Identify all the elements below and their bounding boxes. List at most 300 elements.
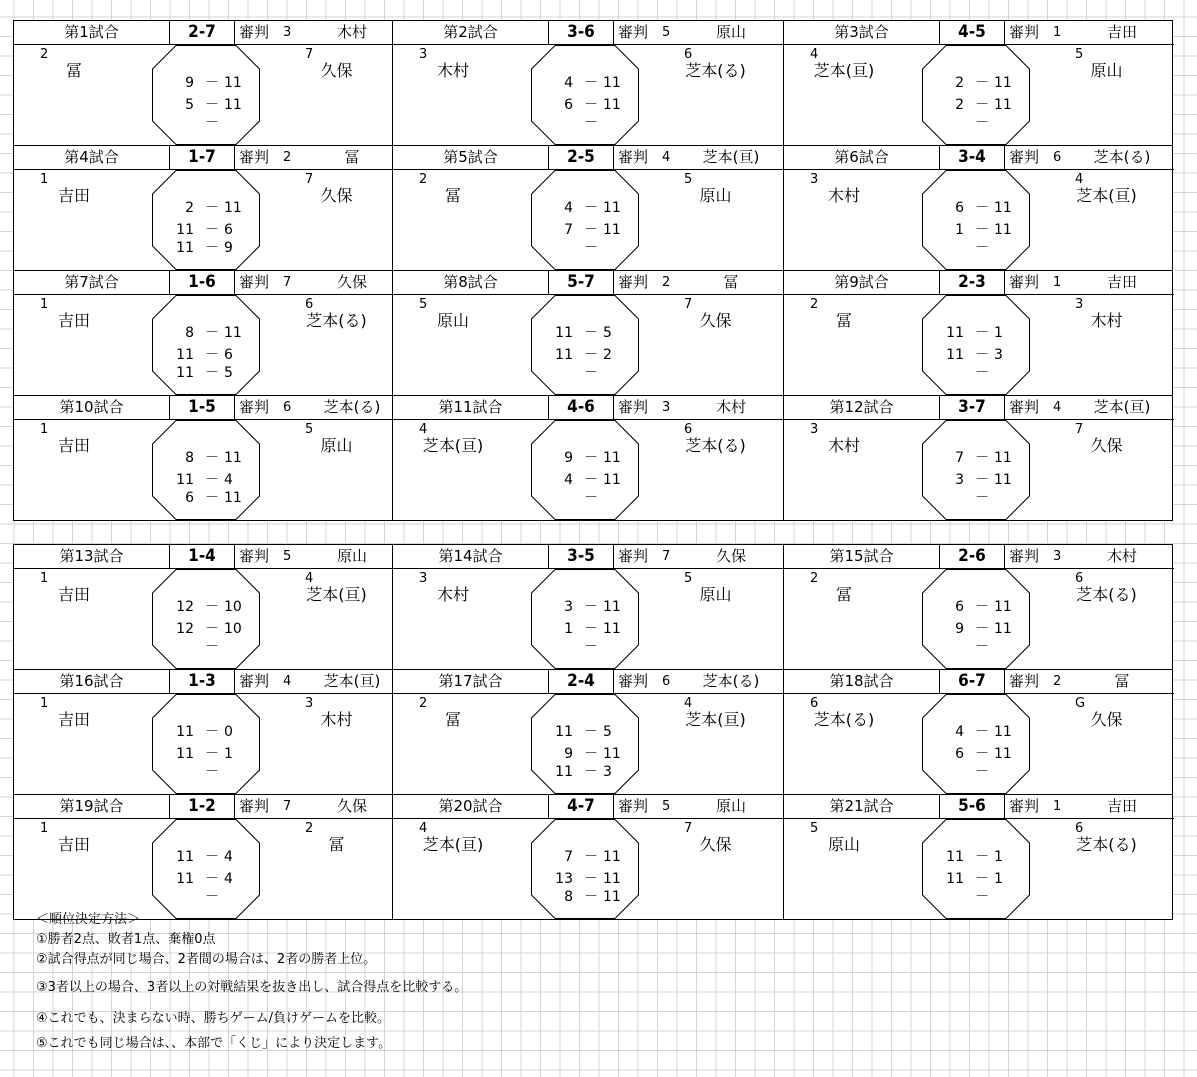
left-game-points: 11 [176,222,194,238]
left-player-number: 4 [419,821,428,836]
score-dash: － [584,365,598,381]
right-game-points: 11 [994,222,1012,238]
referee-label: 審判 [1009,148,1040,166]
left-player-name: 芝本(る) [813,710,875,729]
referee-number: 6 [1053,150,1062,165]
right-game-points: 11 [994,472,1012,488]
match-name: 第10試合 [59,398,124,416]
right-player-number: G [1075,696,1086,711]
right-game-points: 11 [994,599,1012,615]
match-pairing: 1-6 [169,271,235,294]
match-row [14,545,1172,670]
referee-label: 審判 [239,672,270,690]
match-header [393,396,784,420]
match-pairing: 4-5 [939,21,1005,44]
match-pairing: 1-4 [169,545,235,568]
game-score [166,95,256,115]
right-game-points: 11 [224,75,242,91]
left-player-name: 吉田 [57,585,90,604]
match-header [14,795,392,819]
score-dash: － [975,871,989,887]
game-score [936,847,1026,867]
score-dash: － [205,325,219,341]
left-game-points: 8 [185,325,194,341]
game-score [545,95,635,115]
match-row [14,396,1172,521]
score-dash: － [584,97,598,113]
left-player-name: 冨 [444,710,461,729]
match-card [392,545,784,669]
ranking-rule-1: ①勝者2点、敗者1点、棄権0点 [36,932,216,947]
left-player-name: 冨 [444,186,461,205]
game-score [166,869,256,889]
score-dash: － [975,240,989,256]
right-player-name: 原山 [1090,61,1123,80]
right-game-points: 5 [603,724,612,740]
left-player-name: 芝本(亘) [813,61,875,80]
score-dash: － [205,871,219,887]
referee-name: 久保 [336,273,367,291]
right-player-number: 5 [684,571,693,586]
score-dash: － [205,621,219,637]
right-game-points: 6 [224,222,233,238]
left-player-name: 冨 [835,311,852,330]
right-game-points: 11 [994,450,1012,466]
left-game-points: 11 [946,347,964,363]
right-game-points: 11 [603,621,621,637]
left-player-number: 4 [810,47,819,62]
referee-label: 審判 [239,547,270,565]
match-row [14,271,1172,396]
score-dash: － [205,347,219,363]
left-player-name: 吉田 [57,311,90,330]
left-game-points: 11 [176,240,194,256]
right-game-points: 4 [224,871,233,887]
score-dash: － [975,97,989,113]
right-player-name: 木村 [320,710,353,729]
referee-label: 審判 [1009,547,1040,565]
right-game-points: 11 [224,325,242,341]
right-game-points: 11 [994,621,1012,637]
referee-name: 冨 [344,148,360,166]
referee-number: 7 [283,799,292,814]
ranking-rule-2: ②試合得点が同じ場合、2者間の場合は、2者の勝者上位。 [36,952,377,967]
score-dash: － [975,724,989,740]
game-score [166,113,256,133]
referee-number: 5 [662,799,671,814]
game-score [166,762,256,782]
game-score [166,238,256,258]
right-game-points: 5 [224,365,233,381]
game-score [545,847,635,867]
match-header [784,146,1174,170]
match-pairing: 1-5 [169,396,235,419]
referee-label: 審判 [618,797,649,815]
game-score [545,722,635,742]
match-header [393,670,784,694]
match-name: 第20試合 [438,797,503,815]
right-player-name: 芝本(る) [306,311,367,330]
game-score [166,597,256,617]
left-player-name: 冨 [835,585,852,604]
left-game-points: 8 [564,889,573,905]
left-game-points: 1 [955,222,964,238]
match-card [392,21,784,145]
right-player-number: 4 [684,696,693,711]
referee-name: 芝本(る) [1093,148,1151,166]
referee-number: 4 [1053,400,1062,415]
match-pairing: 6-7 [939,670,1005,693]
match-card [783,396,1174,520]
referee-name: 芝本(亘) [1093,398,1151,416]
match-pairing: 2-6 [939,545,1005,568]
referee-name: 久保 [715,547,746,565]
score-dash: － [584,849,598,865]
game-score [936,198,1026,218]
right-player-name: 芝本(亘) [306,585,367,604]
right-game-points: 3 [603,764,612,780]
left-game-points: 11 [946,871,964,887]
game-score [545,488,635,508]
referee-name: 原山 [715,797,746,815]
right-player-number: 7 [684,821,693,836]
score-dash: － [205,222,219,238]
right-player-name: 芝本(る) [685,436,746,455]
right-player-name: 久保 [320,186,353,205]
match-header [784,396,1174,420]
right-game-points: 11 [603,599,621,615]
right-game-points: 11 [603,222,621,238]
left-game-points: 12 [176,621,194,637]
left-player-number: 1 [40,571,49,586]
left-player-name: 木村 [436,61,469,80]
score-dash: － [584,621,598,637]
score-dash: － [975,889,989,905]
game-score [545,744,635,764]
left-player-number: 2 [40,47,49,62]
match-card [14,795,392,919]
game-score [936,597,1026,617]
right-game-points: 11 [603,97,621,113]
referee-name: 吉田 [1106,273,1137,291]
game-score [936,238,1026,258]
match-name: 第17試合 [438,672,503,690]
match-name: 第9試合 [834,273,889,291]
score-dash: － [205,450,219,466]
game-score [545,238,635,258]
referee-number: 6 [662,674,671,689]
left-player-name: 木村 [827,186,860,205]
referee-number: 1 [1053,25,1062,40]
ranking-rule-3: ③3者以上の場合、3者以上の対戦結果を抜き出し、試合得点を比較する。 [36,980,468,995]
match-card [14,146,392,270]
left-game-points: 9 [564,746,573,762]
left-player-name: 吉田 [57,436,90,455]
game-score [545,113,635,133]
left-player-number: 3 [419,47,428,62]
left-player-number: 1 [40,696,49,711]
match-header [784,545,1174,569]
right-game-points: 11 [224,97,242,113]
score-dash: － [584,889,598,905]
game-score [545,762,635,782]
referee-label: 審判 [618,23,649,41]
game-score [166,619,256,639]
match-header [393,21,784,45]
right-game-points: 1 [994,325,1003,341]
score-dash: － [584,115,598,131]
left-game-points: 2 [955,97,964,113]
match-card [14,21,392,145]
left-game-points: 3 [564,599,573,615]
left-game-points: 5 [185,97,194,113]
referee-label: 審判 [618,148,649,166]
score-dash: － [584,75,598,91]
score-dash: － [584,599,598,615]
game-score [166,73,256,93]
referee-name: 吉田 [1106,797,1137,815]
match-pairing: 2-4 [548,670,614,693]
referee-number: 7 [283,275,292,290]
game-score [936,470,1026,490]
left-player-name: 芝本(亘) [422,436,484,455]
right-player-name: 久保 [1090,436,1123,455]
match-name: 第18試合 [829,672,894,690]
match-header [784,21,1174,45]
referee-label: 審判 [239,148,270,166]
left-game-points: 6 [185,490,194,506]
right-player-number: 5 [1075,47,1084,62]
referee-number: 1 [1053,275,1062,290]
game-score [936,345,1026,365]
match-header [14,271,392,295]
left-player-number: 2 [810,571,819,586]
referee-name: 吉田 [1106,23,1137,41]
match-name: 第21試合 [829,797,894,815]
score-dash: － [584,490,598,506]
left-game-points: 11 [176,724,194,740]
score-dash: － [975,490,989,506]
referee-name: 原山 [336,547,367,565]
score-dash: － [975,222,989,238]
left-game-points: 11 [555,724,573,740]
game-score [545,220,635,240]
score-dash: － [205,889,219,905]
score-dash: － [205,365,219,381]
left-player-number: 1 [40,821,49,836]
game-score [166,363,256,383]
score-dash: － [205,240,219,256]
left-game-points: 1 [564,621,573,637]
right-game-points: 11 [603,200,621,216]
left-player-name: 吉田 [57,710,90,729]
referee-number: 3 [662,400,671,415]
game-score [936,722,1026,742]
right-game-points: 11 [994,746,1012,762]
referee-number: 5 [283,549,292,564]
score-dash: － [975,639,989,655]
game-score [166,744,256,764]
score-dash: － [975,450,989,466]
referee-label: 審判 [239,797,270,815]
game-score [545,869,635,889]
match-header [784,670,1174,694]
score-dash: － [584,724,598,740]
score-dash: － [584,871,598,887]
match-pairing: 2-7 [169,21,235,44]
left-game-points: 8 [185,450,194,466]
left-game-points: 11 [176,849,194,865]
score-dash: － [975,599,989,615]
score-dash: － [205,97,219,113]
referee-label: 審判 [1009,672,1040,690]
right-game-points: 11 [224,490,242,506]
left-game-points: 4 [564,472,573,488]
match-name: 第6試合 [834,148,889,166]
referee-label: 審判 [239,398,270,416]
match-name: 第14試合 [438,547,503,565]
match-card [392,670,784,794]
game-score [166,470,256,490]
referee-number: 2 [283,150,292,165]
match-pairing: 5-7 [548,271,614,294]
match-row [14,21,1172,146]
score-dash: － [975,746,989,762]
match-header [14,545,392,569]
game-score [545,470,635,490]
right-player-number: 4 [305,571,314,586]
left-player-number: 3 [810,422,819,437]
left-player-number: 3 [419,571,428,586]
match-header [393,146,784,170]
match-pairing: 3-4 [939,146,1005,169]
left-player-number: 4 [419,422,428,437]
left-game-points: 11 [176,472,194,488]
game-score [936,744,1026,764]
right-game-points: 11 [224,450,242,466]
left-game-points: 11 [946,849,964,865]
left-player-number: 2 [419,696,428,711]
game-score [166,448,256,468]
game-score [545,345,635,365]
score-dash: － [205,75,219,91]
right-game-points: 11 [603,472,621,488]
left-game-points: 6 [564,97,573,113]
left-player-number: 5 [810,821,819,836]
right-player-number: 7 [1075,422,1084,437]
match-card [392,146,784,270]
right-player-name: 芝本(亘) [685,710,746,729]
match-name: 第16試合 [59,672,124,690]
game-score [936,363,1026,383]
right-player-number: 3 [305,696,314,711]
match-card [783,271,1174,395]
right-game-points: 11 [224,200,242,216]
right-player-number: 7 [684,297,693,312]
left-game-points: 11 [176,365,194,381]
score-dash: － [975,764,989,780]
referee-number: 4 [283,674,292,689]
left-player-number: 1 [40,422,49,437]
match-pairing: 1-7 [169,146,235,169]
match-card [14,396,392,520]
right-game-points: 11 [994,724,1012,740]
left-player-number: 5 [419,297,428,312]
match-block-1 [13,20,1173,521]
referee-name: 木村 [336,23,367,41]
game-score [545,198,635,218]
match-header [14,21,392,45]
score-dash: － [975,200,989,216]
match-card [783,795,1174,919]
match-name: 第8試合 [443,273,498,291]
match-card [783,670,1174,794]
left-game-points: 6 [955,746,964,762]
right-player-number: 4 [1075,172,1084,187]
match-pairing: 1-3 [169,670,235,693]
match-pairing: 3-6 [548,21,614,44]
referee-name: 芝本(る) [702,672,760,690]
referee-name: 芝本(る) [323,398,381,416]
left-game-points: 12 [176,599,194,615]
right-game-points: 1 [994,849,1003,865]
left-game-points: 7 [564,222,573,238]
game-score [545,73,635,93]
left-game-points: 11 [555,347,573,363]
left-game-points: 2 [955,75,964,91]
right-player-name: 冨 [328,835,345,854]
right-game-points: 11 [994,97,1012,113]
right-game-points: 6 [224,347,233,363]
match-card [392,396,784,520]
referee-label: 審判 [1009,23,1040,41]
right-player-number: 5 [684,172,693,187]
left-game-points: 7 [955,450,964,466]
match-pairing: 3-5 [548,545,614,568]
referee-name: 芝本(亘) [323,672,381,690]
left-game-points: 11 [946,325,964,341]
match-name: 第4試合 [64,148,119,166]
right-game-points: 11 [603,75,621,91]
right-player-number: 5 [305,422,314,437]
left-player-name: 芝本(亘) [422,835,484,854]
match-pairing: 2-3 [939,271,1005,294]
match-name: 第19試合 [59,797,124,815]
score-dash: － [975,75,989,91]
score-dash: － [205,490,219,506]
left-player-name: 吉田 [57,186,90,205]
right-game-points: 0 [224,724,233,740]
left-player-number: 6 [810,696,819,711]
game-score [936,762,1026,782]
match-card [14,670,392,794]
match-header [393,545,784,569]
match-pairing: 4-6 [548,396,614,419]
match-pairing: 1-2 [169,795,235,818]
match-pairing: 2-5 [548,146,614,169]
left-game-points: 11 [176,871,194,887]
referee-name: 木村 [715,398,746,416]
game-score [545,637,635,657]
game-score [936,95,1026,115]
right-game-points: 10 [224,599,242,615]
referee-label: 審判 [1009,273,1040,291]
game-score [936,619,1026,639]
left-game-points: 6 [955,599,964,615]
right-player-name: 原山 [320,436,353,455]
left-player-number: 1 [40,297,49,312]
game-score [936,887,1026,907]
